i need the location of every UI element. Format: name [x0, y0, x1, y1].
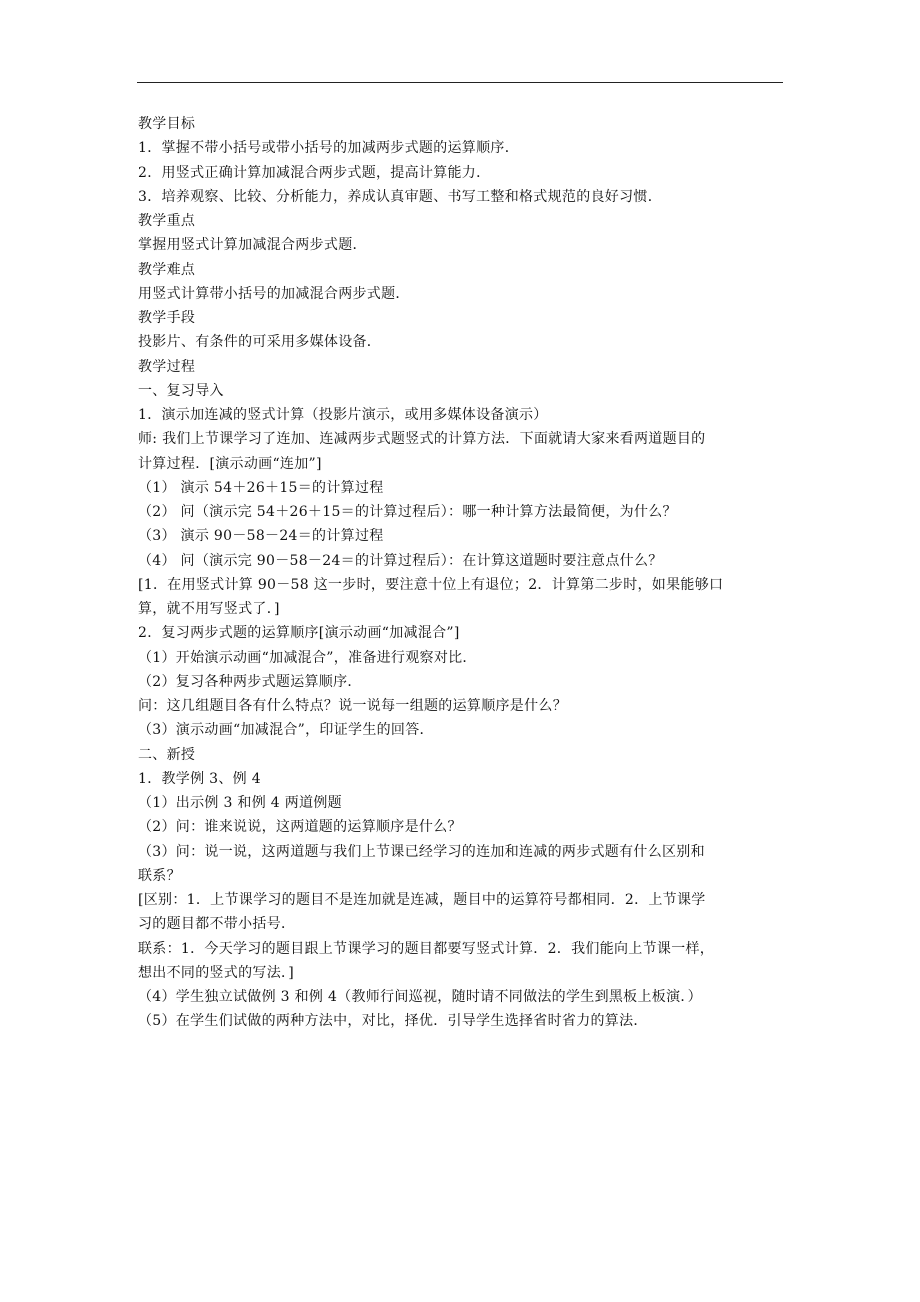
process-line: 习的题目都不带小括号．: [138, 916, 296, 933]
process-line: 算，就不用写竖式了．]: [138, 601, 280, 617]
process-line: （3）演示动画“加减混合”，印证学生的回答．: [138, 722, 434, 739]
goal-item: 1．掌握不带小括号或带小括号的加减两步式题的运算顺序．: [138, 140, 520, 157]
process-line: （4） 问（演示完 90－58－24＝的计算过程后）：在计算这道题时要注意点什么？: [138, 552, 663, 569]
process-line: （1）开始演示动画“加减混合”，准备进行观察对比．: [138, 649, 477, 666]
key-point-text: 掌握用竖式计算加减混合两步式题．: [138, 237, 367, 254]
process-line: 2．复习两步式题的运算顺序[演示动画“加减混合”]: [138, 625, 460, 642]
process-line: 问：这几组题目各有什么特点？说一说每一组题的运算顺序是什么？: [138, 698, 567, 714]
process-line: 1．教学例 3、例 4: [138, 770, 261, 787]
process-line: （2）问：谁来说说，这两道题的运算顺序是什么？: [138, 819, 462, 836]
process-line: 1．演示加连减的竖式计算（投影片演示，或用多媒体设备演示）: [138, 407, 548, 423]
document-body: [138, 112, 788, 1034]
process-line: 计算过程．[演示动画“连加”]: [138, 455, 322, 472]
heading-difficulties: 教学难点: [138, 261, 196, 278]
goal-item: 3．培养观察、比较、分析能力，养成认真审题、书写工整和格式规范的良好习惯．: [138, 188, 663, 205]
process-line: （4）学生独立试做例 3 和例 4（教师行间巡视，随时请不同做法的学生到黑板上板演．）: [138, 989, 702, 1005]
heading-teaching-process: 教学过程: [138, 358, 196, 375]
heading-teaching-means: 教学手段: [138, 310, 196, 326]
header-rule: [137, 82, 783, 83]
process-line: （2）复习各种两步式题运算顺序．: [138, 673, 362, 690]
section-new-lesson: 二、新授: [138, 746, 196, 763]
heading-key-points: 教学重点: [138, 213, 196, 229]
process-line: （3） 演示 90－58－24＝的计算过程: [138, 528, 384, 545]
process-line: [1．在用竖式计算 90－58 这一步时，要注意十位上有退位；2．计算第二步时，如果能够口: [138, 576, 724, 593]
means-text: 投影片、有条件的可采用多媒体设备．: [138, 334, 382, 351]
section-review: 一、复习导入: [138, 382, 224, 399]
process-line: （5）在学生们试做的两种方法中，对比，择优．引导学生选择省时省力的算法．: [138, 1013, 648, 1030]
process-line: 联系？: [138, 867, 181, 884]
process-line: （3）问：说一说，这两道题与我们上节课已经学习的连加和连减的两步式题有什么区别和: [138, 843, 705, 860]
goal-item: 2．用竖式正确计算加减混合两步式题，提高计算能力．: [138, 164, 491, 181]
process-line: （2） 问（演示完 54＋26＋15＝的计算过程后）：哪一种计算方法最简便，为什么？: [138, 504, 677, 520]
difficulty-text: 用竖式计算带小括号的加减混合两步式题．: [138, 285, 410, 302]
process-line: 想出不同的竖式的写法．]: [138, 964, 295, 981]
process-line: 联系：1．今天学习的题目跟上节课学习的题目都要写竖式计算．2．我们能向上节课一样，: [138, 940, 715, 957]
process-line: [区别：1．上节课学习的题目不是连加就是连减，题目中的运算符号都相同．2．上节课学: [138, 892, 706, 908]
process-line: 师: 我们上节课学习了连加、连减两步式题竖式的计算方法．下面就请大家来看两道题目的: [138, 431, 706, 448]
heading-teaching-goals: 教学目标: [138, 116, 196, 132]
process-line: （1） 演示 54＋26＋15＝的计算过程: [138, 479, 384, 496]
process-line: （1）出示例 3 和例 4 两道例题: [138, 795, 342, 811]
